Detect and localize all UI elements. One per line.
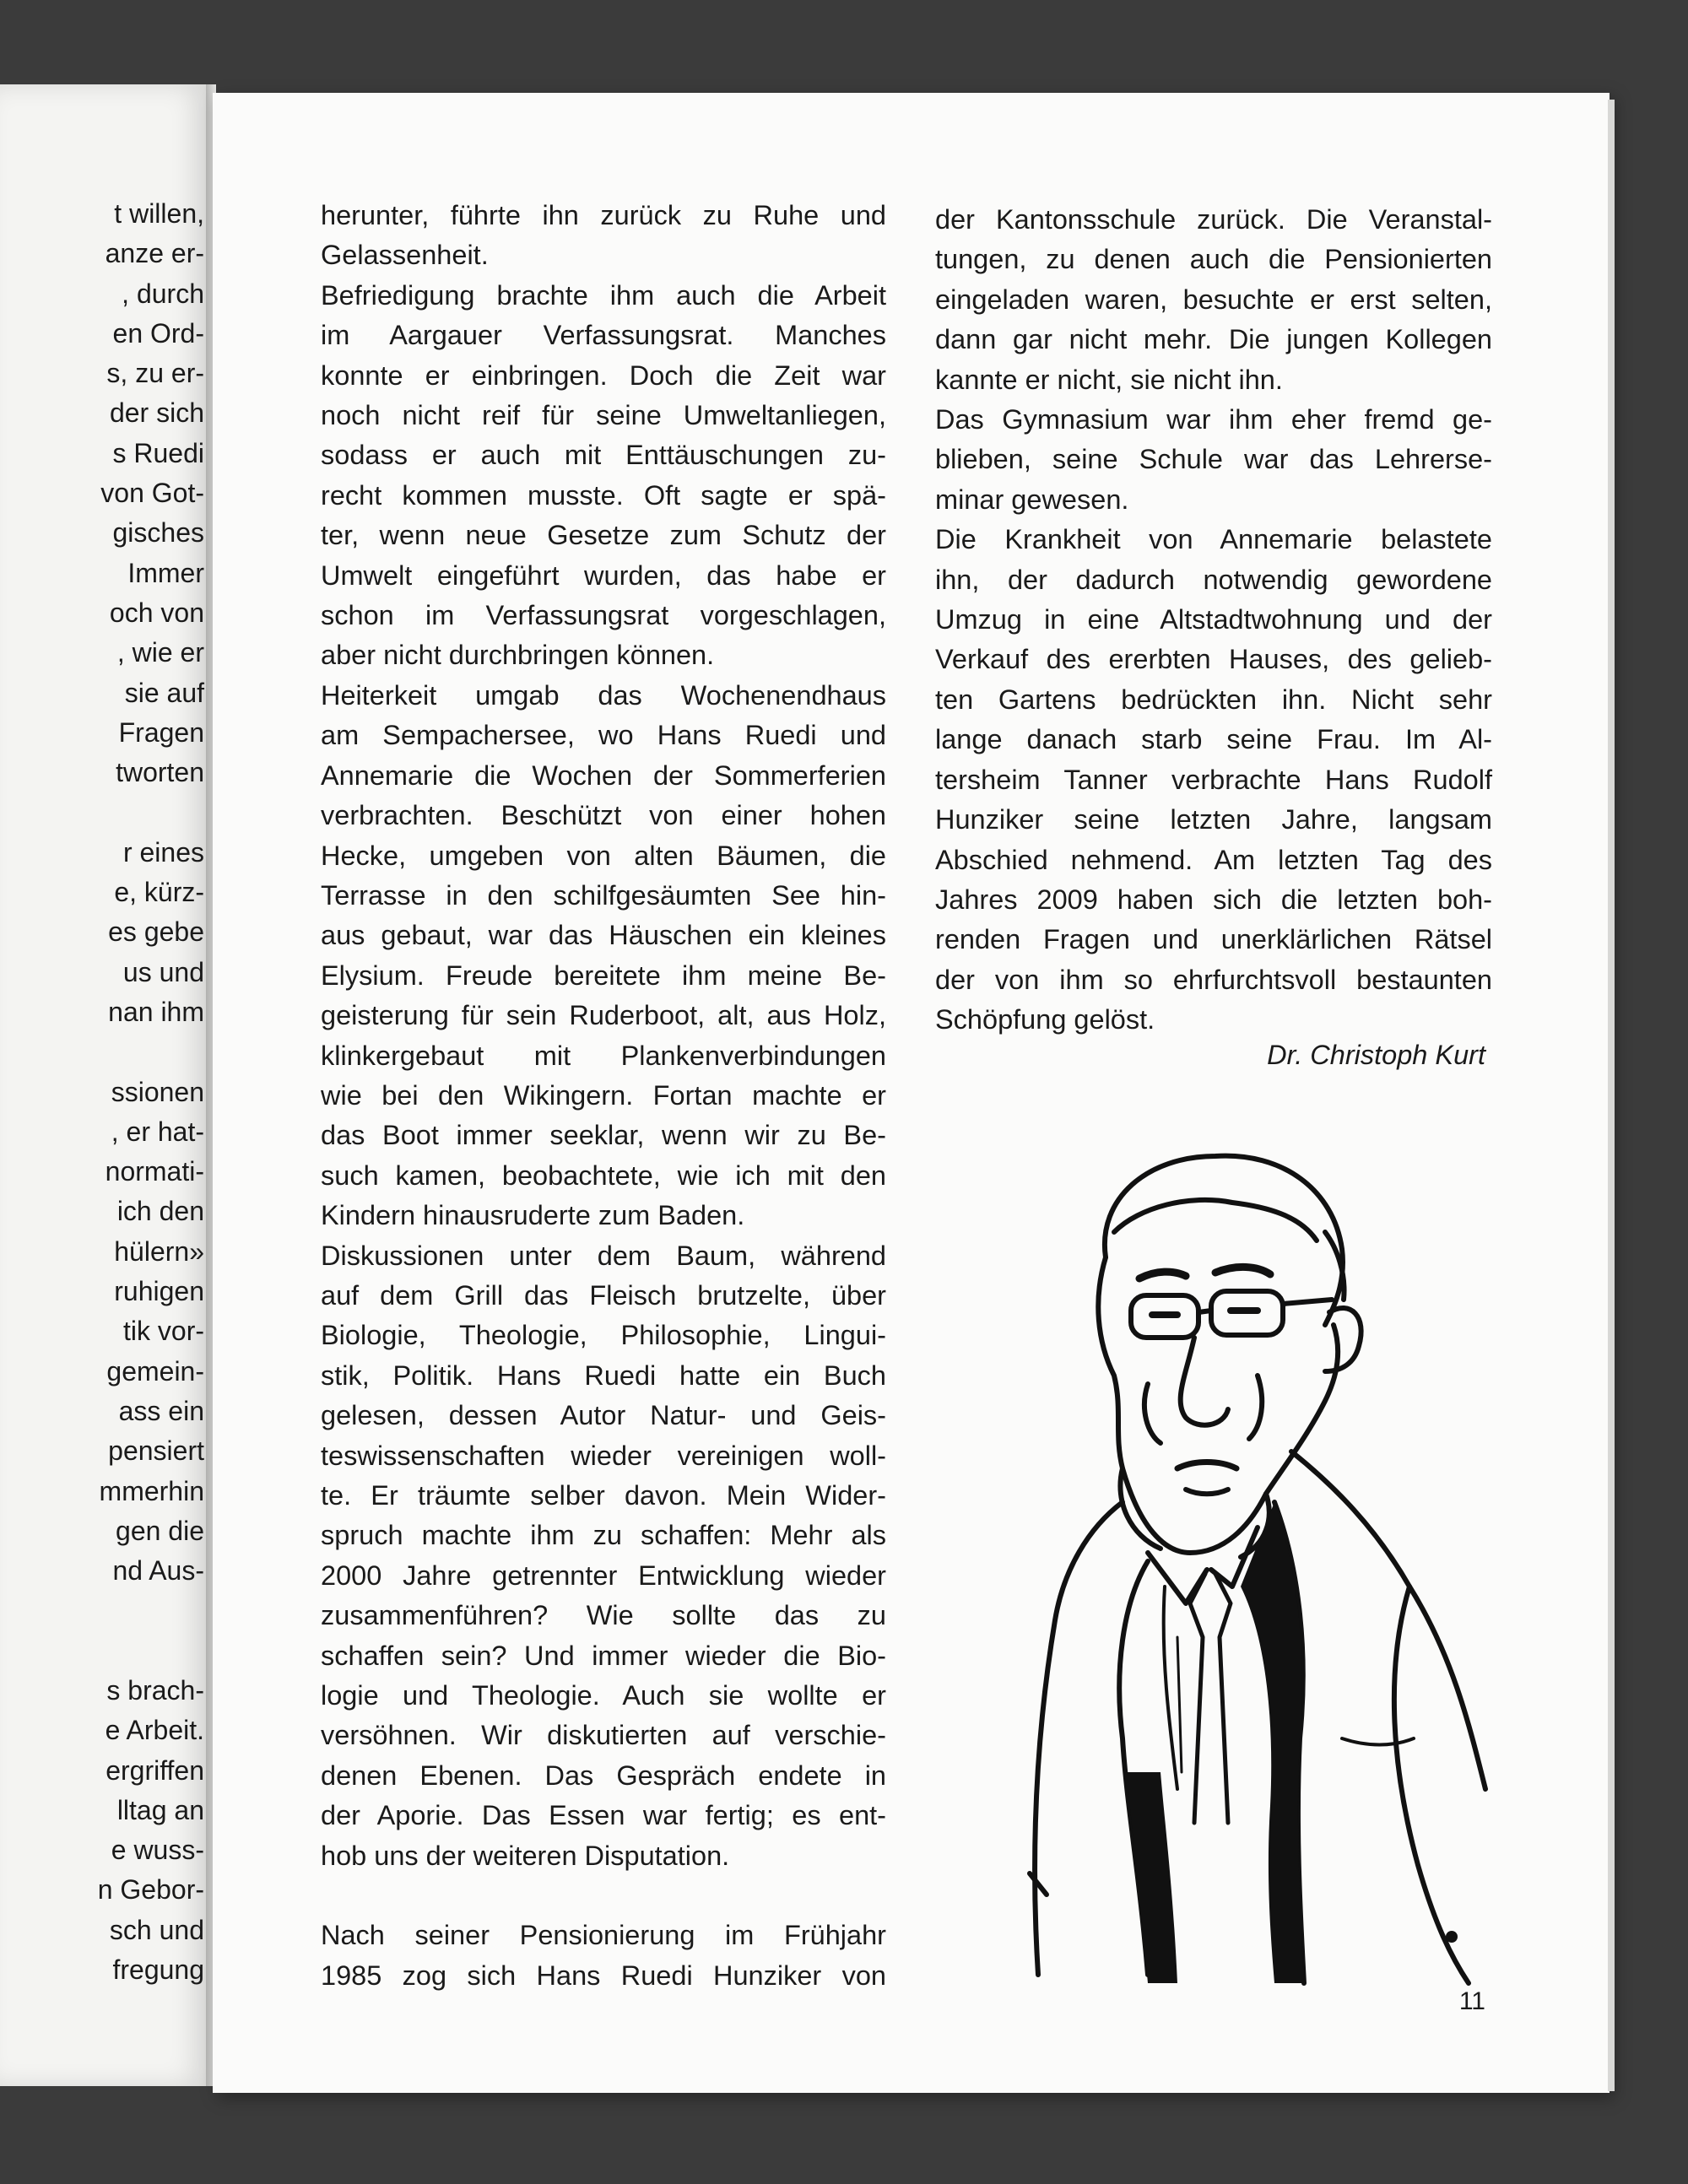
text-line: Abschied nehmend. Am letzten Tag des xyxy=(935,844,1492,875)
text-line: Biologie, Theologie, Philosophie, Lingui- xyxy=(321,1320,886,1351)
text-line: such kamen, beobachtete, wie ich mit den xyxy=(321,1160,886,1191)
text-line: Hecke, umgeben von alten Bäumen, die xyxy=(321,840,886,871)
previous-page-line: es gebe xyxy=(108,916,204,948)
previous-page-line: nd Aus- xyxy=(112,1555,204,1587)
previous-page-line: e Arbeit. xyxy=(105,1715,204,1746)
previous-page-line xyxy=(0,1032,204,1072)
page-number: 11 xyxy=(1458,1987,1485,2015)
text-line: im Aargauer Verfassungsrat. Manches xyxy=(321,320,886,351)
text-line: te. Er träumte selber davon. Mein Wider- xyxy=(321,1480,886,1511)
previous-page-line: lltag an xyxy=(116,1794,204,1825)
text-line: dann gar nicht mehr. Die jungen Kollegen xyxy=(935,324,1492,355)
text-line: Schöpfung gelöst. xyxy=(935,1004,1155,1035)
text-line: der von ihm so ehrfurchtsvoll bestaunten xyxy=(935,964,1492,995)
text-line: noch nicht reif für seine Umweltanliegen, xyxy=(321,400,886,431)
previous-page-line: sch und xyxy=(109,1914,204,1945)
text-line: tungen, zu denen auch die Pensionierten xyxy=(935,244,1492,275)
text-line: herunter, führte ihn zurück zu Ruhe und xyxy=(321,200,886,230)
previous-page-line: gisches xyxy=(112,517,204,549)
text-line: ihn, der dadurch notwendig gewordene xyxy=(935,564,1492,595)
text-line: schaffen sein? Und immer wieder die Bio- xyxy=(321,1640,886,1671)
text-line: ter, wenn neue Gesetze zum Schutz der xyxy=(321,520,886,551)
text-line: Elysium. Freude bereitete ihm meine Be- xyxy=(321,960,886,991)
text-line: zusammenführen? Wie sollte das zu xyxy=(321,1600,886,1631)
previous-page-line: anze er- xyxy=(105,238,204,269)
text-line: auf dem Grill das Fleisch brutzelte, über xyxy=(321,1279,886,1311)
text-line: renden Fragen und unerklärlichen Rätsel xyxy=(935,924,1492,955)
text-line: der Kantonsschule zurück. Die Veranstal- xyxy=(935,204,1492,235)
previous-page-line: mmerhin xyxy=(99,1475,204,1506)
text-line: sodass er auch mit Enttäuschungen zu- xyxy=(321,440,886,471)
previous-page-line: pensiert xyxy=(108,1435,204,1467)
page-edge xyxy=(1608,100,1615,2091)
previous-page-line: ass ein xyxy=(118,1395,204,1426)
text-line: 1985 zog sich Hans Ruedi Hunziker von xyxy=(321,1960,886,1991)
text-line: Gelassenheit. xyxy=(321,240,489,271)
previous-page-line: r eines xyxy=(122,836,204,868)
previous-page-line: von Got- xyxy=(100,478,204,509)
previous-page-text xyxy=(0,194,204,1990)
text-line: Jahres 2009 haben sich die letzten boh- xyxy=(935,884,1492,915)
text-line: tersheim Tanner verbrachte Hans Rudolf xyxy=(935,764,1492,795)
text-line: Das Gymnasium war ihm eher fremd ge- xyxy=(935,404,1492,435)
text-line: aus gebaut, war das Häuschen ein kleines xyxy=(321,920,886,951)
text-line: verbrachten. Beschützt von einer hohen xyxy=(321,800,886,831)
text-line: Annemarie die Wochen der Sommerferien xyxy=(321,760,886,791)
text-line: geisterung für sein Ruderboot, alt, aus Holz, xyxy=(321,1000,886,1031)
previous-page-line: Fragen xyxy=(118,716,204,748)
previous-page-line: hülern» xyxy=(114,1235,204,1267)
text-line: Umwelt eingeführt wurden, das habe er xyxy=(321,560,886,591)
previous-page-line xyxy=(0,792,204,832)
text-line: Diskussionen unter dem Baum, während xyxy=(321,1240,886,1271)
text-line: spruch machte ihm zu schaffen: Mehr als xyxy=(321,1520,886,1551)
text-line: logie und Theologie. Auch sie wollte er xyxy=(321,1680,886,1711)
author-signature: Dr. Christoph Kurt xyxy=(1267,1040,1485,1070)
text-line: Nach seiner Pensionierung im Frühjahr xyxy=(321,1920,886,1951)
previous-page-line: tworten xyxy=(116,757,204,788)
text-line: am Sempachersee, wo Hans Ruedi und xyxy=(321,720,886,751)
text-line: Verkauf des ererbten Hauses, des gelieb- xyxy=(935,644,1492,675)
previous-page-line: Immer xyxy=(127,557,204,588)
previous-page-line: s Ruedi xyxy=(112,437,204,468)
previous-page-line: ergriffen xyxy=(106,1754,204,1786)
text-line xyxy=(321,1876,886,1916)
text-line: Befriedigung brachte ihm auch die Arbeit xyxy=(321,279,886,311)
previous-page-line: gen die xyxy=(116,1515,204,1546)
text-line: wie bei den Wikingern. Fortan machte er xyxy=(321,1079,886,1111)
previous-page-line: , er hat- xyxy=(111,1116,204,1147)
text-line: teswissenschaften wieder vereinigen woll- xyxy=(321,1440,886,1471)
previous-page-line: ich den xyxy=(116,1196,204,1227)
text-line: klinkergebaut mit Plankenverbindungen xyxy=(321,1040,886,1071)
previous-page-line: en Ord- xyxy=(112,317,204,349)
previous-page-line: sie auf xyxy=(124,677,204,708)
previous-page-line: , durch xyxy=(122,278,204,309)
text-line: lange danach starb seine Frau. Im Al- xyxy=(935,724,1492,755)
previous-page-line: n Gebor- xyxy=(97,1874,204,1906)
text-line: denen Ebenen. Das Gespräch endete in xyxy=(321,1760,886,1791)
previous-page-line: normati- xyxy=(105,1156,204,1187)
text-line: recht kommen musste. Oft sagte er spä- xyxy=(321,479,886,511)
text-line: stik, Politik. Hans Ruedi hatte ein Buch xyxy=(321,1360,886,1391)
previous-page-line: e wuss- xyxy=(111,1835,204,1866)
previous-page-line: us und xyxy=(122,956,204,987)
article-column-2 xyxy=(935,200,1492,1041)
previous-page-line: nan ihm xyxy=(108,996,204,1027)
portrait-illustration xyxy=(1013,1131,1502,1992)
text-line: konnte er einbringen. Doch die Zeit war xyxy=(321,359,886,391)
text-line: Terrasse in den schilfgesäumten See hin- xyxy=(321,879,886,911)
text-line: Umzug in eine Altstadtwohnung und der xyxy=(935,604,1492,635)
text-line: versöhnen. Wir diskutierten auf verschie- xyxy=(321,1720,886,1751)
text-line: Hunziker seine letzten Jahre, langsam xyxy=(935,804,1492,835)
previous-page-line: t willen, xyxy=(114,198,204,229)
previous-page-line: , wie er xyxy=(116,637,204,668)
text-line: Kindern hinausruderte zum Baden. xyxy=(321,1200,745,1231)
previous-page xyxy=(0,84,209,2086)
text-line: der Aporie. Das Essen war fertig; es ent- xyxy=(321,1800,886,1831)
text-line: Heiterkeit umgab das Wochenendhaus xyxy=(321,679,886,711)
text-line: schon im Verfassungsrat vorgeschlagen, xyxy=(321,600,886,631)
previous-page-line: ruhigen xyxy=(114,1276,204,1307)
previous-page-line xyxy=(0,1631,204,1671)
text-line: Die Krankheit von Annemarie belastete xyxy=(935,524,1492,555)
text-line: hob uns der weiteren Disputation. xyxy=(321,1840,730,1871)
article-column-1 xyxy=(321,196,886,1996)
previous-page-line: s, zu er- xyxy=(106,358,204,389)
text-line: 2000 Jahre getrennter Entwicklung wieder xyxy=(321,1560,886,1591)
text-line: eingeladen waren, besuchte er erst selten, xyxy=(935,284,1492,315)
previous-page-line: der sich xyxy=(109,397,204,429)
text-line: kannte er nicht, sie nicht ihn. xyxy=(935,364,1283,395)
text-line: das Boot immer seeklar, wenn wir zu Be- xyxy=(321,1120,886,1151)
previous-page-line: tik vor- xyxy=(123,1316,204,1347)
previous-page-line: e, kürz- xyxy=(114,877,204,908)
previous-page-line: fregung xyxy=(112,1954,204,1986)
text-line: minar gewesen. xyxy=(935,484,1129,515)
previous-page-line: gemein- xyxy=(106,1355,204,1387)
text-line: blieben, seine Schule war das Lehrerse- xyxy=(935,444,1492,475)
text-line: aber nicht durchbringen können. xyxy=(321,640,715,671)
previous-page-line: ssionen xyxy=(111,1076,204,1107)
previous-page-line xyxy=(0,1591,204,1630)
previous-page-line: s brach- xyxy=(106,1674,204,1706)
text-line: ten Gartens bedrückten ihn. Nicht sehr xyxy=(935,684,1492,715)
text-line: gelesen, dessen Autor Natur- und Geis- xyxy=(321,1400,886,1431)
previous-page-line: och von xyxy=(109,597,204,628)
